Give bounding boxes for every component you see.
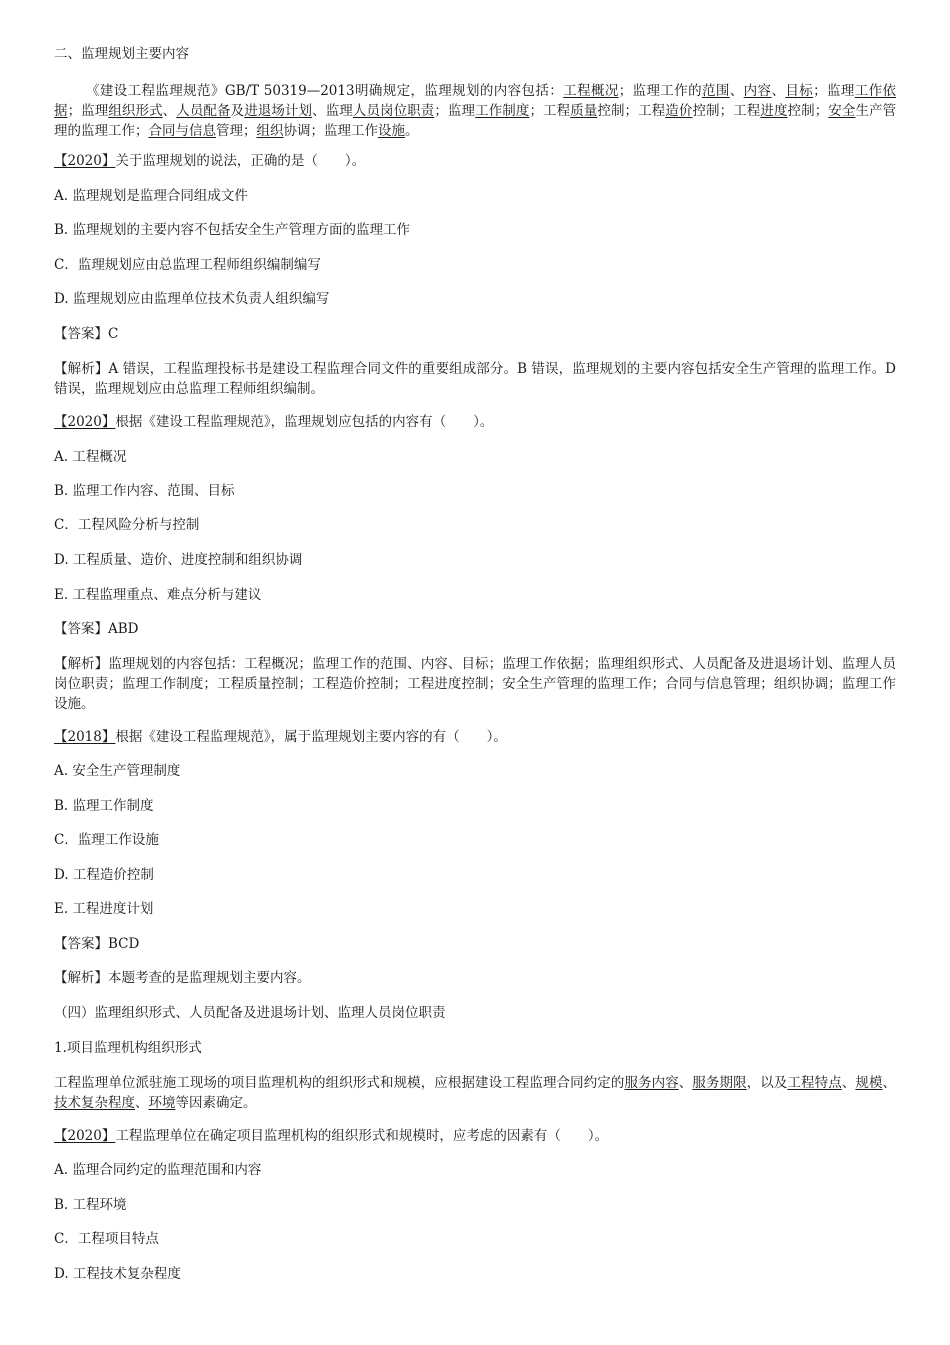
question-1 <box>54 151 365 171</box>
key-phrase: 服务期限 <box>692 1075 747 1091</box>
key-phrase: 内容 <box>743 83 772 99</box>
question-year-tag: 【2020】 <box>54 153 116 169</box>
option-a: A. 监理规划是监理合同组成文件 <box>54 188 248 204</box>
text-segment: 生产管理的监理工作； <box>54 103 897 139</box>
question-year-tag: 【2020】 <box>54 1128 116 1144</box>
option-d: D. 工程技术复杂程度 <box>54 1266 181 1282</box>
question-stem: 根据《建设工程监理规范》，属于监理规划主要内容的有（ ）。 <box>115 729 507 745</box>
subsection-heading: （四）监理组织形式、人员配备及进退场计划、监理人员岗位职责 <box>54 1005 446 1021</box>
question-stem: 根据《建设工程监理规范》，监理规划应包括的内容有（ ）。 <box>115 414 494 430</box>
analysis: 【解析】A 错误，工程监理投标书是建设工程监理合同文件的重要组成部分。B 错误，监理规划的主要内容包括安全生产管理的监理工作。D 错误，监理规划应由总监理工程师组织编制。 <box>54 361 896 397</box>
subsection-item-heading: 1.项目监理机构组织形式 <box>54 1040 202 1056</box>
text-segment: 控制；工程 <box>597 103 666 119</box>
question-stem: 关于监理规划的说法，正确的是（ ）。 <box>115 153 366 169</box>
key-phrase: 进度 <box>760 103 788 119</box>
question-3 <box>54 727 507 747</box>
text-segment: 。 <box>405 123 419 139</box>
answer: 【答案】ABD <box>54 621 139 637</box>
key-phrase: 进退场计划 <box>244 103 313 119</box>
option-a: A. 安全生产管理制度 <box>54 763 181 779</box>
option-c: C．监理规划应由总监理工程师组织编制编写 <box>54 257 321 273</box>
key-phrase: 人员配备 <box>176 103 231 119</box>
text-segment: ；监理 <box>67 103 109 119</box>
key-phrase: 工程特点 <box>787 1075 842 1091</box>
question-4 <box>54 1126 608 1146</box>
key-phrase: 技术复杂程度 <box>54 1095 135 1111</box>
text-segment: 、 <box>882 1075 897 1091</box>
option-c: C．工程项目特点 <box>54 1231 159 1247</box>
key-phrase: 组织 <box>256 123 284 139</box>
intro-paragraph <box>54 81 896 141</box>
text-segment: 、 <box>771 83 786 99</box>
text-segment: 、监理 <box>312 103 353 119</box>
text-segment: 控制；工程 <box>692 103 761 119</box>
text-segment: 、 <box>135 1095 149 1111</box>
text-segment: ；监理工作的 <box>618 83 703 99</box>
question-stem: 工程监理单位在确定项目监理机构的组织形式和规模时，应考虑的因素有（ ）。 <box>115 1128 609 1144</box>
key-phrase: 造价 <box>665 103 693 119</box>
text-segment: 管理； <box>216 123 257 139</box>
option-a: A. 监理合同约定的监理范围和内容 <box>54 1162 262 1178</box>
analysis: 【解析】监理规划的内容包括：工程概况；监理工作的范围、内容、目标；监理工作依据；监理组织形式、人员配备及进退场计划、监理人员岗位职责；监理工作制度；工程质量控制；工程造价控制；工程进度控制；安全生产管理的监理工作；合同与信息管理；组织协调；监理工作设施。 <box>54 656 896 712</box>
option-a: A. 工程概况 <box>54 449 127 465</box>
option-e: E. 工程进度计划 <box>54 901 154 917</box>
key-phrase: 组织形式 <box>108 103 163 119</box>
question-2 <box>54 412 493 432</box>
key-phrase: 服务内容 <box>624 1075 679 1091</box>
answer: 【答案】BCD <box>54 936 140 952</box>
option-b: B. 监理工作制度 <box>54 798 154 814</box>
question-year-tag: 【2020】 <box>54 414 116 430</box>
key-phrase: 工作依据 <box>54 83 897 119</box>
key-phrase: 规模 <box>855 1075 883 1091</box>
text-segment: ；监理 <box>434 103 476 119</box>
text-segment: 、 <box>162 103 177 119</box>
analysis: 【解析】本题考查的是监理规划主要内容。 <box>54 970 311 986</box>
option-d: D. 监理规划应由监理单位技术负责人组织编写 <box>54 291 330 307</box>
text-segment: 、 <box>841 1075 856 1091</box>
text-segment: 等因素确定。 <box>175 1095 257 1111</box>
option-c: C．监理工作设施 <box>54 832 159 848</box>
text-segment: 、 <box>678 1075 693 1091</box>
key-phrase: 安全 <box>828 103 856 119</box>
section-heading: 二、监理规划主要内容 <box>54 46 189 62</box>
text-segment: 控制； <box>787 103 829 119</box>
key-phrase: 工程概况 <box>563 83 619 99</box>
text-segment: ；监理 <box>813 83 855 99</box>
option-b: B. 监理规划的主要内容不包括安全生产管理方面的监理工作 <box>54 222 411 238</box>
key-phrase: 范围 <box>702 83 730 99</box>
key-phrase: 工作制度 <box>475 103 530 119</box>
text-segment: 及 <box>230 103 245 119</box>
option-d: D. 工程质量、造价、进度控制和组织协调 <box>54 552 303 568</box>
text-segment: 协调；监理工作 <box>283 123 378 139</box>
option-c: C．工程风险分析与控制 <box>54 517 200 533</box>
option-e: E. 工程监理重点、难点分析与建议 <box>54 587 262 603</box>
text-segment: 《建设工程监理规范》GB/T 50319—2013明确规定，监理规划的内容包括： <box>86 83 564 99</box>
option-b: B. 工程环境 <box>54 1197 127 1213</box>
option-d: D. 工程造价控制 <box>54 867 154 883</box>
option-b: B. 监理工作内容、范围、目标 <box>54 483 235 499</box>
key-phrase: 人员岗位职责 <box>352 103 435 119</box>
text-segment: ，以及 <box>746 1075 788 1091</box>
key-phrase: 质量 <box>570 103 598 119</box>
text-segment: ；工程 <box>529 103 571 119</box>
text-segment: 、 <box>729 83 744 99</box>
key-phrase: 环境 <box>148 1095 176 1111</box>
key-phrase: 设施 <box>378 123 405 139</box>
key-phrase: 合同与信息 <box>148 123 216 139</box>
organization-paragraph <box>54 1073 896 1113</box>
text-segment: 工程监理单位派驻施工现场的项目监理机构的组织形式和规模，应根据建设工程监理合同约定的 <box>54 1075 625 1091</box>
key-phrase: 目标 <box>785 83 814 99</box>
question-year-tag: 【2018】 <box>54 729 116 745</box>
answer: 【答案】C <box>54 326 119 342</box>
